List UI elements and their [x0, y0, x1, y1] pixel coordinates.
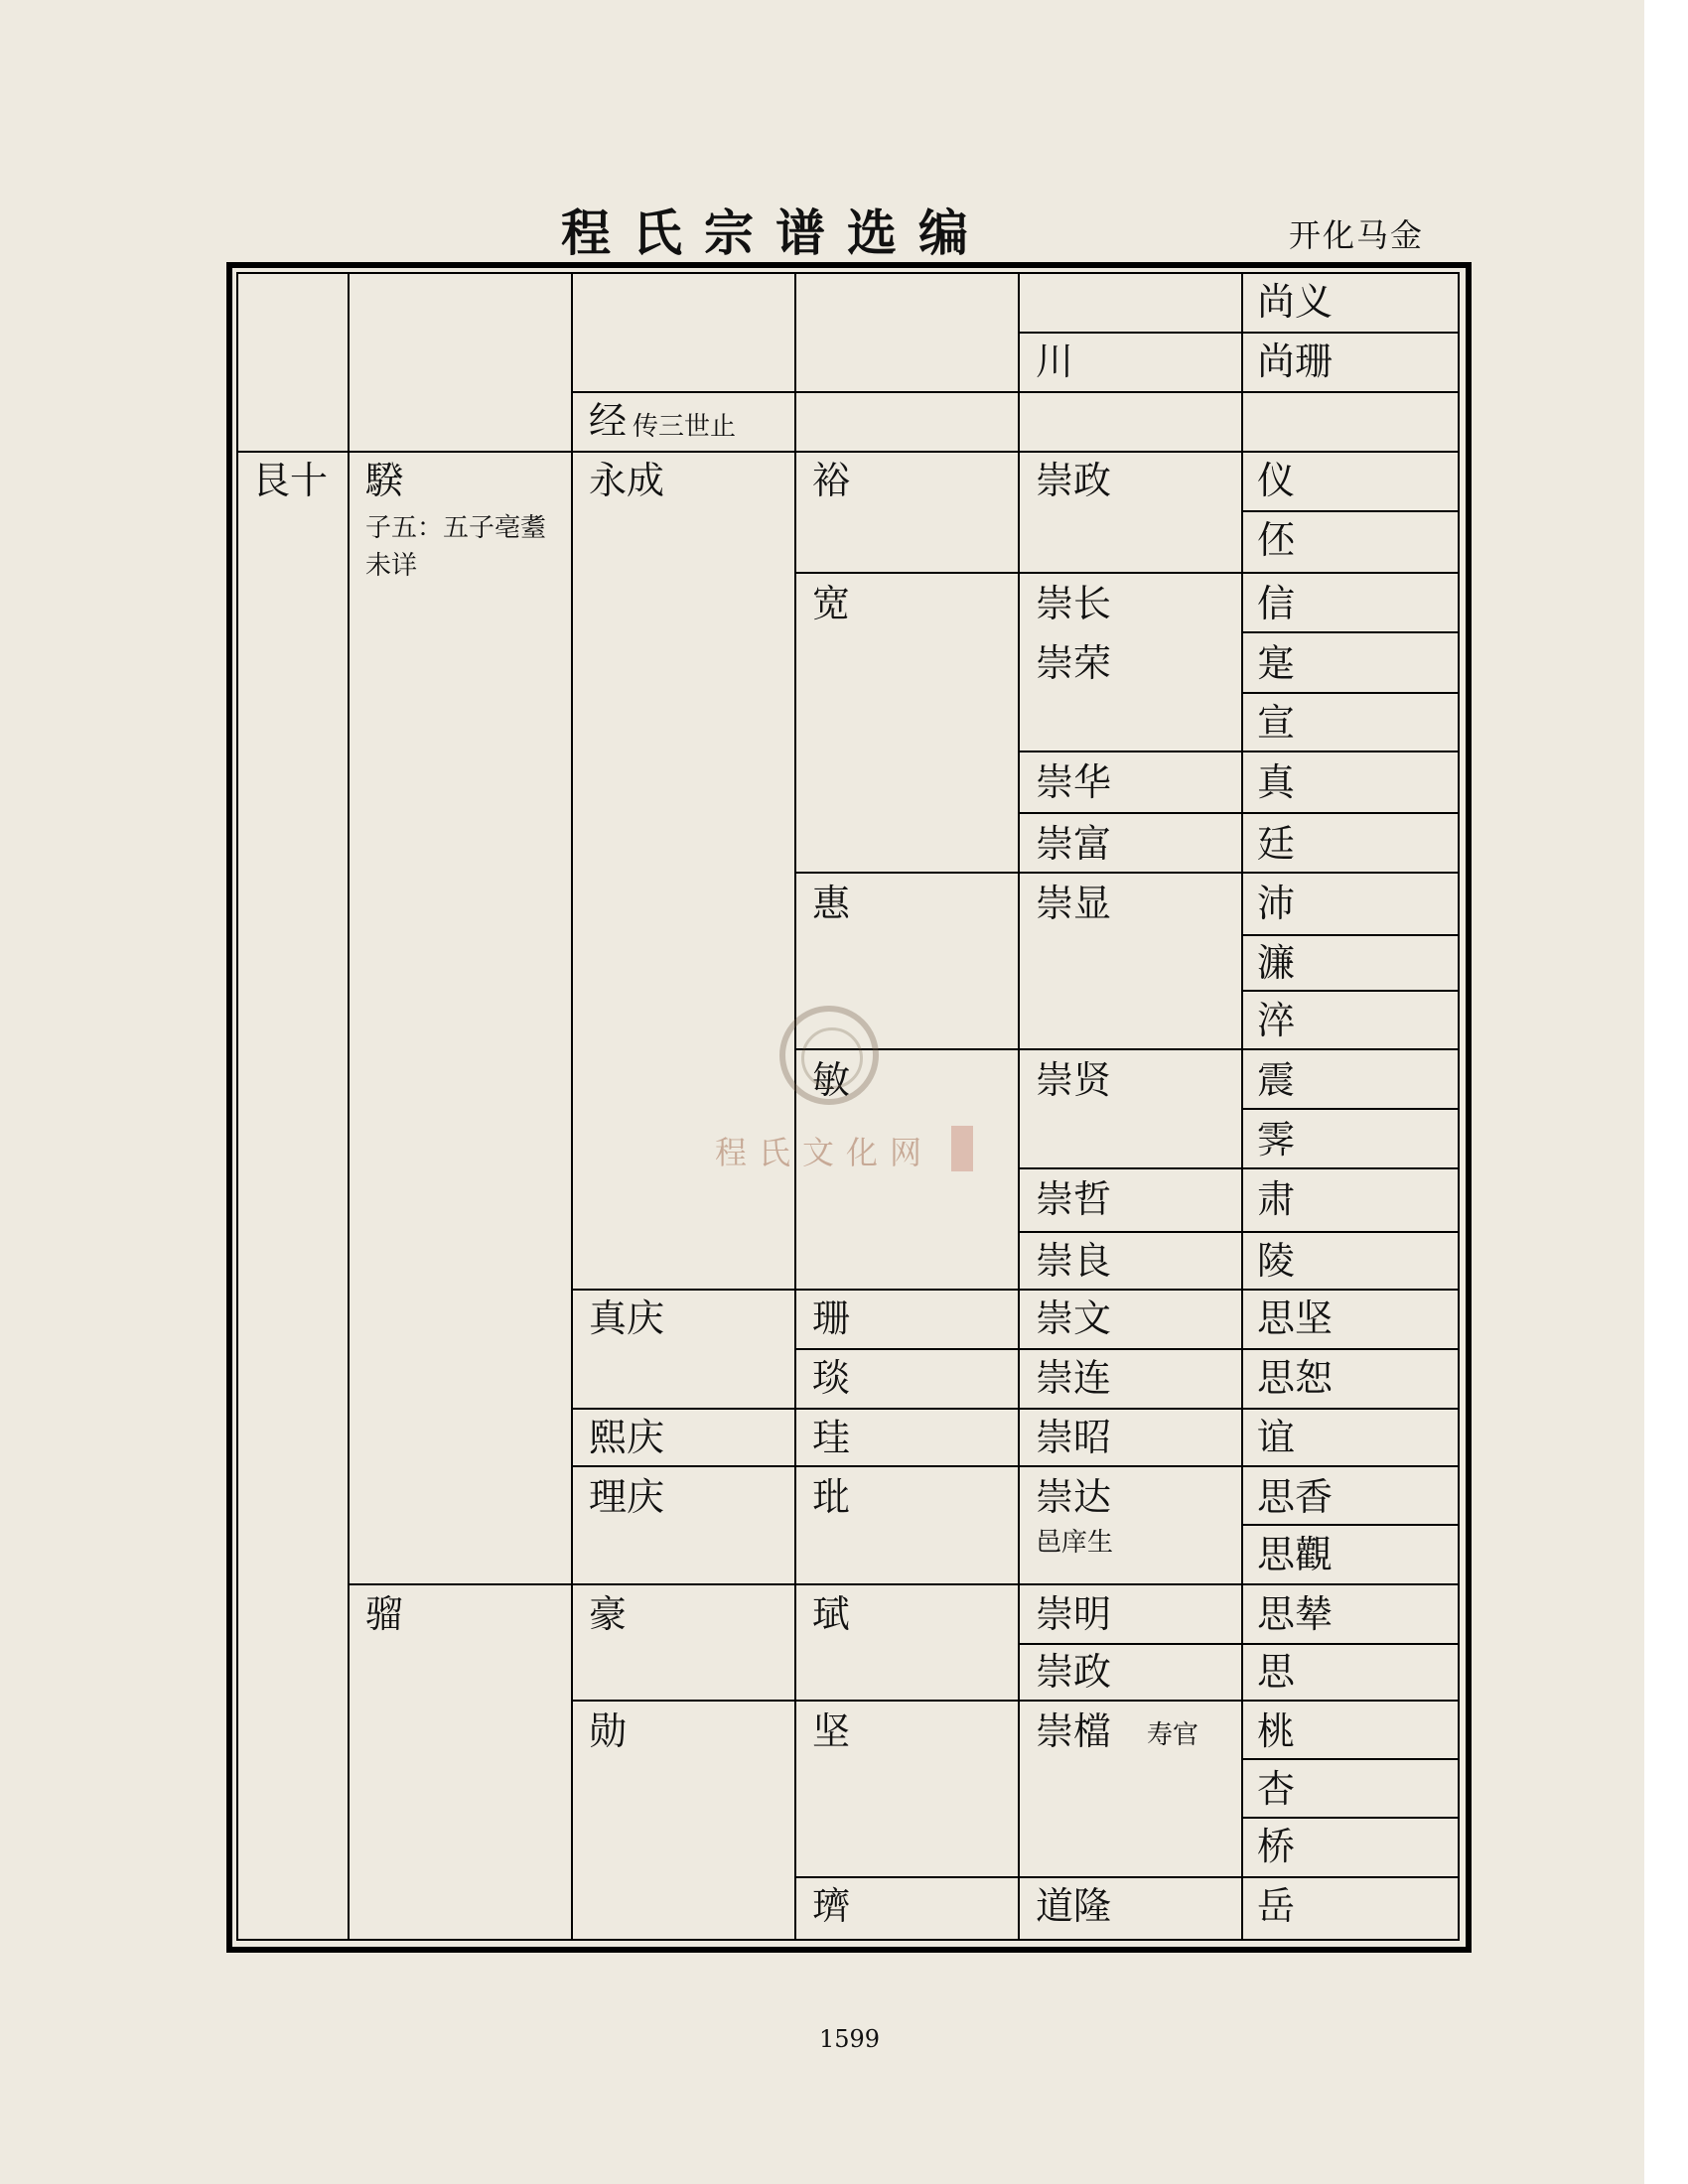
row-line — [1241, 631, 1460, 633]
cell-cui: 淬 — [1257, 999, 1296, 1042]
cell-zhong-da: 崇达 — [1036, 1475, 1112, 1519]
cell-kuan: 宽 — [812, 582, 851, 625]
cell-bin: 珷 — [812, 1592, 851, 1636]
cell-kui: 騤 — [365, 459, 404, 502]
cell-zhong-chang: 崇长 — [1036, 582, 1112, 625]
cell-zhenqing: 真庆 — [589, 1297, 665, 1340]
cell-shang-yi: 尚义 — [1257, 280, 1334, 324]
cell-tao: 桃 — [1257, 1709, 1296, 1753]
row-line — [1018, 1643, 1460, 1645]
cell-shan: 珊 — [812, 1297, 851, 1340]
cell-ji: 霁 — [1257, 1118, 1296, 1161]
cell-yi2: 谊 — [1257, 1416, 1296, 1459]
cell-ling: 陵 — [1257, 1239, 1296, 1283]
note-jing: 传三世止 — [633, 412, 737, 442]
cell-zhong-hua: 崇华 — [1036, 760, 1112, 804]
row-line — [1241, 1524, 1460, 1526]
cell-jing: 经 — [589, 399, 628, 443]
cell-shang-shan: 尚珊 — [1257, 340, 1334, 383]
cell-gui: 珪 — [812, 1416, 851, 1459]
cell-zhong-wen: 崇文 — [1036, 1297, 1112, 1340]
cell-zhong-fu: 崇富 — [1036, 822, 1112, 866]
cell-si-zhi: 思辇 — [1257, 1592, 1334, 1636]
page-title: 程氏宗谱选编 — [561, 204, 990, 262]
cell-zhong-lian: 崇连 — [1036, 1356, 1112, 1400]
cell-zhong-zhao: 崇昭 — [1036, 1416, 1112, 1459]
row-line — [1018, 332, 1241, 334]
cell-ji: 璾 — [812, 1884, 851, 1928]
cell-xing: 杏 — [1257, 1767, 1296, 1811]
row-line — [1241, 1758, 1460, 1760]
table-border-top — [236, 272, 1460, 274]
watermark-seal-icon — [779, 1006, 879, 1105]
row-line — [571, 391, 1460, 393]
cell-xuan: 宣 — [1257, 701, 1296, 745]
cell-zhong-xian: 崇显 — [1036, 882, 1112, 925]
cell-liu: 骝 — [365, 1592, 404, 1636]
cell-jian: 坚 — [812, 1709, 851, 1753]
cell-si-xiang: 思香 — [1257, 1475, 1334, 1519]
row-line — [236, 451, 1460, 453]
cell-zhong-xian2: 崇贤 — [1036, 1058, 1112, 1102]
watermark-stamp-icon — [951, 1126, 973, 1171]
row-line — [1241, 1817, 1460, 1819]
cell-pei: 沛 — [1257, 882, 1296, 925]
cell-zhong-liang: 崇良 — [1036, 1239, 1112, 1283]
watermark-text: 程氏文化网 — [715, 1134, 934, 1171]
cell-ting: 寔 — [1257, 641, 1296, 685]
row-line — [571, 1408, 1460, 1410]
cell-si-guan: 思觀 — [1257, 1533, 1334, 1576]
cell-yu: 裕 — [812, 459, 851, 502]
note-zhong-dang: 寿官 — [1147, 1720, 1199, 1750]
cell-min: 敏 — [812, 1058, 851, 1102]
col-divider-4 — [1018, 272, 1020, 1941]
row-line — [1241, 332, 1460, 334]
cell-xiqing: 熙庆 — [589, 1416, 665, 1459]
row-line — [1241, 1108, 1460, 1110]
cell-qiao: 桥 — [1257, 1825, 1296, 1868]
cell-zhong-rong: 崇荣 — [1036, 641, 1112, 685]
cell-gen-ten: 艮十 — [252, 459, 329, 502]
row-line — [1018, 1231, 1460, 1233]
col-divider-3 — [794, 272, 796, 1941]
row-line — [1241, 934, 1460, 936]
row-line — [571, 1700, 1460, 1702]
col-divider-2 — [571, 272, 573, 1941]
cell-si-shu: 思恕 — [1257, 1356, 1334, 1400]
col-divider-5 — [1241, 272, 1243, 1941]
row-line — [794, 872, 1460, 874]
cell-tan: 琰 — [812, 1356, 851, 1400]
cell-liqing: 理庆 — [589, 1475, 665, 1519]
row-line — [794, 1876, 1460, 1878]
cell-chuan: 川 — [1036, 340, 1074, 383]
cell-bi: 玭 — [812, 1475, 851, 1519]
row-line — [1018, 751, 1460, 752]
cell-hui: 惠 — [812, 882, 851, 925]
cell-zhong-zheng: 崇政 — [1036, 459, 1112, 502]
note-kui-2: 未详 — [365, 551, 418, 581]
row-line — [794, 572, 1018, 574]
cell-pi: 伾 — [1257, 518, 1296, 562]
cell-su: 肃 — [1257, 1177, 1296, 1221]
table-border-right — [1458, 272, 1460, 1941]
row-line — [794, 1348, 1460, 1350]
row-line — [794, 1048, 1460, 1050]
row-line — [1018, 572, 1460, 574]
cell-si-jian: 思坚 — [1257, 1297, 1334, 1340]
cell-zhong-ming: 崇明 — [1036, 1592, 1112, 1636]
page-number: 1599 — [819, 2025, 881, 2053]
row-line — [571, 1465, 1460, 1467]
cell-xun: 勋 — [589, 1709, 628, 1753]
row-line — [571, 1289, 1460, 1291]
cell-lian: 濂 — [1257, 941, 1296, 985]
cell-zhong-dang: 崇檔 — [1036, 1709, 1112, 1753]
row-line — [1018, 1167, 1460, 1169]
row-line — [348, 1583, 1460, 1585]
table-border-left — [236, 272, 238, 1941]
cell-yi: 仪 — [1257, 459, 1296, 502]
col-divider-1 — [348, 272, 350, 1941]
row-line — [1241, 692, 1460, 694]
page-subtitle: 开化马金 — [1289, 216, 1425, 254]
cell-zhong-zheng2: 崇政 — [1036, 1650, 1112, 1694]
note-zhong-da: 邑庠生 — [1036, 1528, 1114, 1558]
cell-hao: 豪 — [589, 1592, 628, 1636]
cell-yue: 岳 — [1257, 1884, 1296, 1928]
cell-zhen: 真 — [1257, 760, 1296, 804]
row-line — [1018, 812, 1460, 814]
cell-si: 思 — [1257, 1650, 1296, 1694]
row-line — [1241, 990, 1460, 992]
cell-zhen2: 震 — [1257, 1058, 1296, 1102]
cell-ting2: 廷 — [1257, 822, 1296, 866]
cell-yongcheng: 永成 — [589, 459, 665, 502]
cell-xin: 信 — [1257, 582, 1296, 625]
cell-dao-long: 道隆 — [1036, 1884, 1112, 1928]
cell-zhong-zhe: 崇哲 — [1036, 1177, 1112, 1221]
note-kui-1: 子五：五子亳耋 — [365, 513, 547, 543]
table-border-bottom — [236, 1939, 1460, 1941]
row-line — [1241, 510, 1460, 512]
